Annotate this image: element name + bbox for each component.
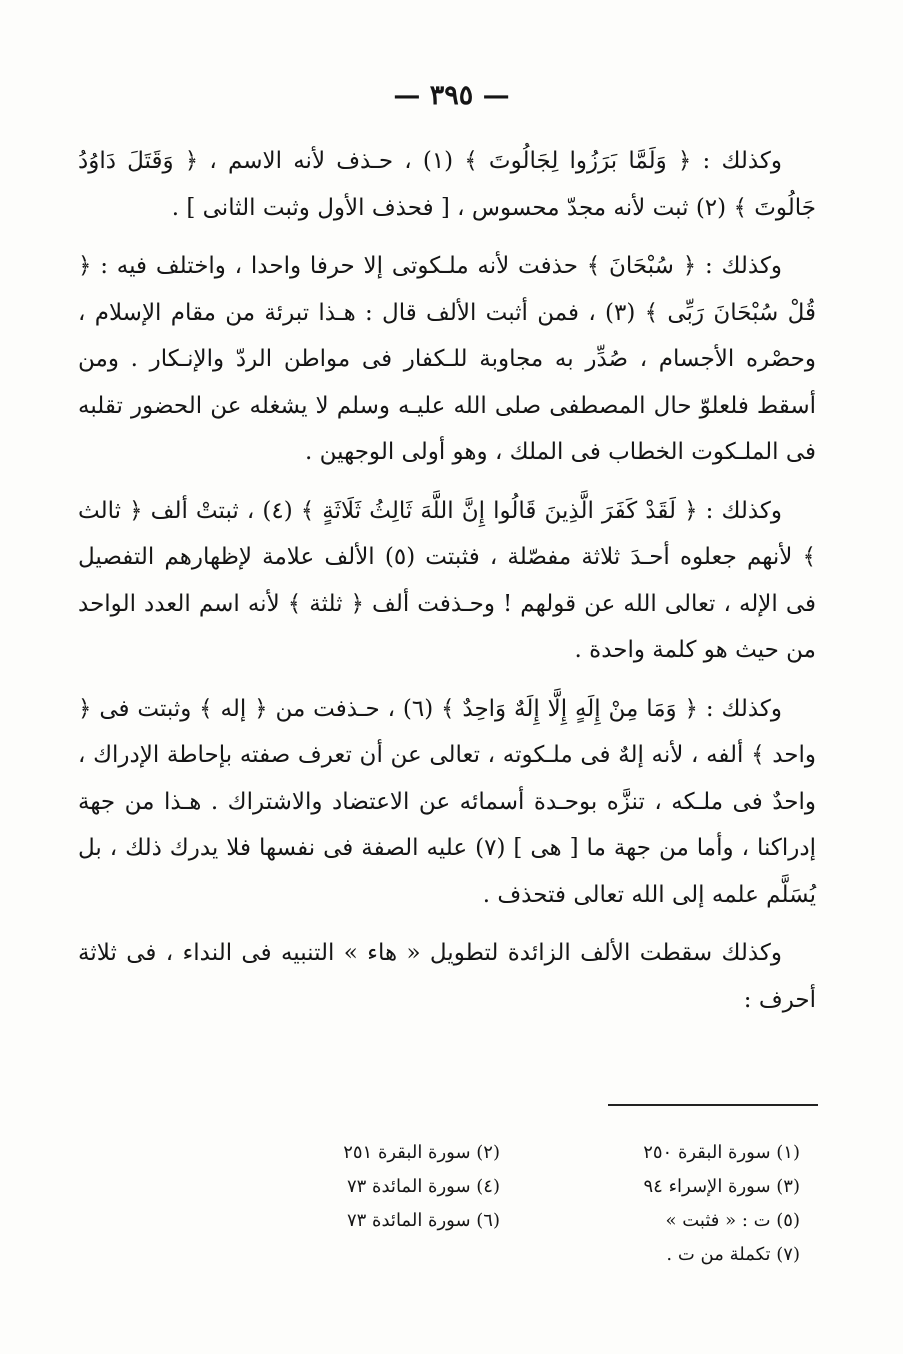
footnote-1: (١) سورة البقرة ٢٥٠: [643, 1142, 800, 1163]
paragraph-3: وكذلك : ﴿ لَقَدْ كَفَرَ الَّذِينَ قَالُوا إِنَّ اللَّهَ ثَالِثُ ثَلَاثَةٍ ﴾ (٤) ، ثبتتْ ألف ﴿ ثالث ﴾ لأنهم جعلوه أحـدَ ثلاثة مفصّلة ، فثبتت (٥) الألف علامة لإظهارهم التفصيل فى الإله ، تعالى الله عن قولهم ! وحـذفت ألف ﴿ ثلثة ﴾ لأنه اسم العدد الواحد من حيث هو كلمة واحدة .: [78, 497, 817, 663]
footnote-row: [200, 1238, 800, 1272]
paragraph-4: وكذلك : ﴿ وَمَا مِنْ إِلَهٍ إِلَّا إِلَهٌ وَاحِدٌ ﴾ (٦) ، حـذفت من ﴿ إله ﴾ وثبتت فى ﴿ واحد ﴾ ألفه ، لأنه إلهٌ فى ملـكوته ، تعالى عن أن تعرف صفته بإحاطة الإدراك ، واحدٌ فى ملـكه ، تنزَّه بوحـدة أسمائه عن الاعتضاد والاشتراك . هـذا من جهة إدراكنا ، وأما من جهة ما [ هى ] (٧) عليه الصفة فى نفسها فلا يدرك ذلك ، بل يُسَلَّم علمه إلى الله تعالى فتحذف .: [78, 695, 816, 908]
footnote-2: (٢) سورة البقرة ٢٥١: [343, 1142, 500, 1163]
footnote-5: (٥) ت : « فثبت »: [665, 1210, 800, 1231]
footnote-separator: [608, 1104, 818, 1106]
page-number: — ٣٩٥ —: [393, 80, 510, 111]
footnotes: [200, 1136, 800, 1272]
main-text: [78, 138, 816, 1035]
footnote-7: (٧) تكملة من ت .: [666, 1244, 800, 1265]
footnote-4: (٤) سورة المائدة ٧٣: [346, 1176, 500, 1197]
paragraph-1: وكذلك : ﴿ وَلَمَّا بَرَزُوا لِجَالُوتَ ﴾ (١) ، حـذف لأنه الاسم ، ﴿ وَقَتَلَ دَاوُدُ جَالُوتَ ﴾ (٢) ثبت لأنه مجدّ محسوس ، [ فحذف الأول وثبت الثانى ] .: [78, 148, 816, 221]
footnote-6: (٦) سورة المائدة ٧٣: [346, 1210, 500, 1231]
paragraph-2: وكذلك : ﴿ سُبْحَانَ ﴾ حذفت لأنه ملـكوتى إلا حرفا واحدا ، واختلف فيه : ﴿ قُلْ سُبْحَانَ رَبِّى ﴾ (٣) ، فمن أثبت الألف قال : هـذا تبرئة من مقام الإسلام ، وحصْره الأجسام ، صُدِّر به مجاوبة للـكفار فى مواطن الردّ والإنـكار . ومن أسقط فلعلوّ حال المصطفى صلى الله عليـه وسلم لا يشغله عن الحضور تقلبه فى الملـكوت الخطاب فى الملك ، وهو أولى الوجهين .: [78, 253, 816, 465]
footnote-row: [200, 1170, 800, 1204]
footnote-3: (٣) سورة الإسراء ٩٤: [643, 1176, 800, 1197]
footnote-row: [200, 1136, 800, 1170]
footnote-row: [200, 1204, 800, 1238]
paragraph-5: وكذلك سقطت الألف الزائدة لتطويل « هاء » التنبيه فى النداء ، فى ثلاثة أحرف :: [78, 940, 816, 1013]
